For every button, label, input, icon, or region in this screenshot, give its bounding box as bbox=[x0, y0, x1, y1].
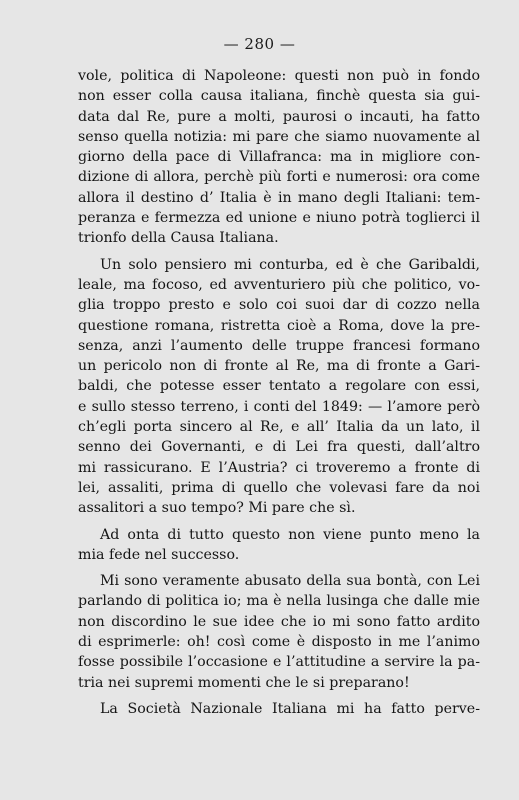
text-line: glia troppo presto e solo coi suoi dar di cozzo nella bbox=[78, 297, 480, 314]
text-line: senno dei Governanti, e di Lei fra questi, dall’altro bbox=[78, 439, 480, 456]
text-line: tria nei supremi momenti che le si preparano! bbox=[78, 674, 410, 691]
paragraph bbox=[78, 66, 480, 249]
text-line: Mi sono veramente abusato della sua bontà, con Lei bbox=[100, 573, 480, 590]
text-line: questione romana, ristretta cioè a Roma, dove la pre- bbox=[78, 317, 480, 334]
text-line: un pericolo non di fronte al Re, ma di fronte a Gari- bbox=[78, 358, 480, 375]
text-line: allora il destino d’ Italia è in mano degli Italiani: tem- bbox=[78, 189, 480, 206]
text-line: leale, ma focoso, ed avventuriero più che politico, vo- bbox=[78, 276, 480, 293]
text-line: assalitori a suo tempo? Mi pare che sì. bbox=[78, 500, 356, 517]
text-line: lei, assaliti, prima di quello che volevasi fare da noi bbox=[78, 479, 480, 496]
text-line: di esprimerle: oh! così come è disposto in me l’animo bbox=[78, 634, 480, 651]
text-line: data dal Re, pure a molti, paurosi o incauti, ha fatto bbox=[78, 108, 480, 125]
paragraph bbox=[78, 525, 480, 566]
text-line: mi rassicurano. E l’Austria? ci troveremo a fronte di bbox=[78, 459, 480, 476]
text-line: Un solo pensiero mi conturba, ed è che Garibaldi, bbox=[100, 256, 480, 273]
body-text bbox=[78, 66, 480, 719]
text-line: mia fede nel successo. bbox=[78, 546, 240, 563]
text-line: trionfo della Causa Italiana. bbox=[78, 230, 279, 247]
text-line: vole, politica di Napoleone: questi non può in fondo bbox=[78, 68, 480, 84]
paragraph bbox=[78, 699, 480, 719]
text-line: Ad onta di tutto questo non viene punto meno la bbox=[100, 526, 480, 543]
text-line: senso quella notizia: mi pare che siamo nuovamente al bbox=[78, 128, 480, 145]
text-line: baldi, che potesse esser tentato a regolare con essi, bbox=[78, 378, 480, 395]
text-line: non esser colla causa italiana, finchè questa sia gui- bbox=[78, 88, 480, 105]
text-line: giorno della pace di Villafranca: ma in migliore con- bbox=[78, 149, 480, 166]
text-line: senza, anzi l’aumento delle truppe francesi formano bbox=[78, 337, 480, 354]
paragraph bbox=[78, 571, 480, 693]
text-line: dizione di allora, perchè più forti e numerosi: ora come bbox=[78, 169, 480, 186]
text-line: La Società Nazionale Italiana mi ha fatto perve- bbox=[100, 700, 480, 717]
text-line: peranza e fermezza ed unione e niuno potrà toglierci il bbox=[78, 210, 480, 227]
page-number: — 280 — bbox=[223, 35, 296, 53]
text-line: parlando di politica io; ma è nella lusinga che dalle mie bbox=[78, 593, 480, 610]
paragraph bbox=[78, 255, 480, 519]
text-line: ch’egli porta sincero al Re, e all’ Italia da un lato, il bbox=[78, 419, 480, 436]
text-line: fosse possibile l’occasione e l’attitudine a servire la pa- bbox=[78, 654, 480, 671]
text-line: e sullo stesso terreno, i conti del 1849: — l’amore però bbox=[78, 398, 480, 415]
text-line: non discordino le sue idee che io mi sono fatto ardito bbox=[78, 613, 480, 630]
